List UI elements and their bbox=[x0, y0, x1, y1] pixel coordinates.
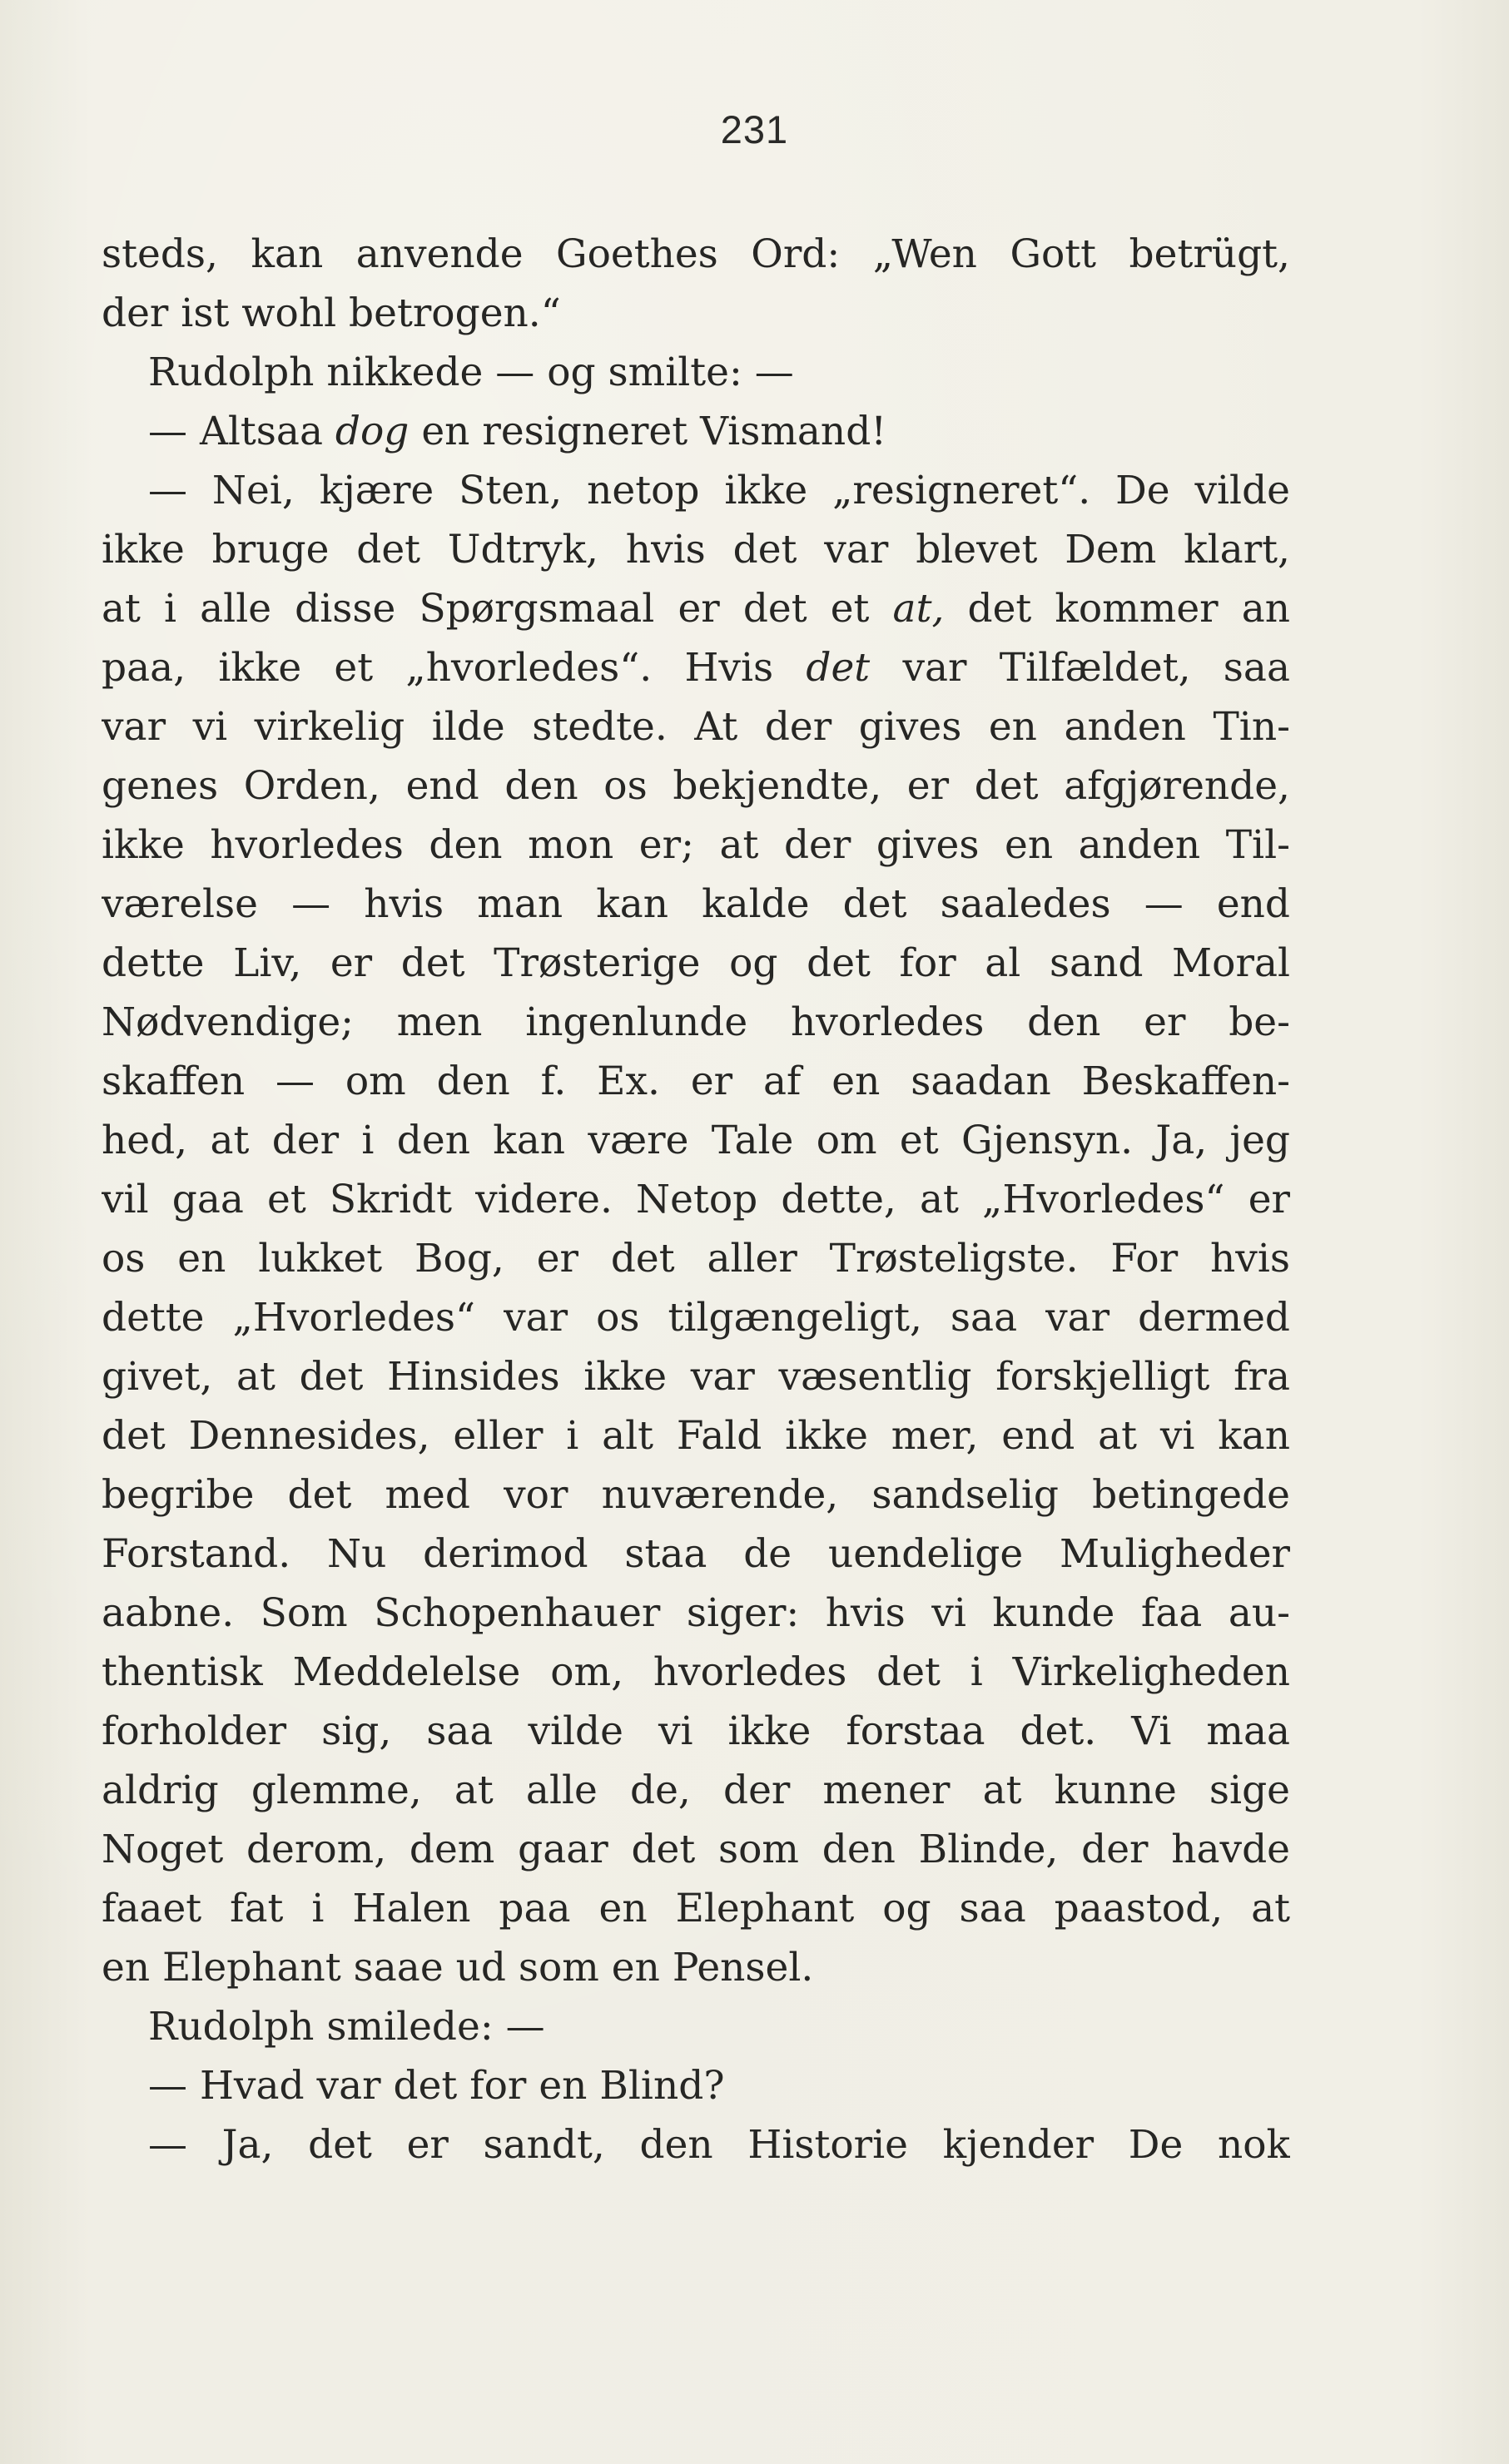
text-line bbox=[102, 579, 1290, 638]
text-line bbox=[102, 225, 1290, 284]
text-line bbox=[102, 934, 1290, 993]
text-run: der ist wohl betrogen.“ bbox=[102, 290, 561, 336]
text-run: givet, at det Hinsides ikke var væsentlig forskjelligt fra bbox=[102, 1354, 1290, 1400]
text-run: dette Liv, er det Trøsterige og det for al sand Moral bbox=[102, 940, 1290, 986]
text-run: — Altsaa bbox=[148, 409, 335, 454]
text-line bbox=[102, 1820, 1290, 1879]
text-run: en Elephant saae ud som en Pensel. bbox=[102, 1945, 814, 1991]
text-line bbox=[102, 461, 1290, 520]
text-run: steds, kan anvende Goethes Ord: „Wen Gott betrügt, bbox=[102, 231, 1290, 277]
text-run: forholder sig, saa vilde vi ikke forstaa det. Vi maa bbox=[102, 1708, 1290, 1754]
text-line bbox=[102, 520, 1290, 579]
text-line bbox=[102, 402, 1290, 461]
text-line bbox=[102, 1288, 1290, 1347]
text-run: en resigneret Vismand! bbox=[409, 409, 887, 454]
text-run: Forstand. Nu derimod staa de uendelige Muligheder bbox=[102, 1531, 1290, 1577]
text-line bbox=[102, 1465, 1290, 1525]
text-run: det kommer an bbox=[944, 586, 1290, 632]
text-line bbox=[102, 1879, 1290, 1938]
text-run: hed, at der i den kan være Tale om et Gjensyn. Ja, jeg bbox=[102, 1118, 1290, 1163]
text-line bbox=[102, 1525, 1290, 1584]
text-run: — Ja, det er sandt, den Historie kjender De nok bbox=[148, 2122, 1290, 2168]
text-run: begribe det med vor nuværende, sandselig betingede bbox=[102, 1472, 1290, 1518]
page-number: 231 bbox=[720, 107, 789, 151]
text-run: værelse — hvis man kan kalde det saaledes — end bbox=[102, 881, 1290, 927]
italic-text-run: det bbox=[806, 645, 871, 691]
text-run: aldrig glemme, at alle de, der mener at kunne sige bbox=[102, 1767, 1290, 1813]
text-run: aabne. Som Schopenhauer siger: hvis vi kunde faa au- bbox=[102, 1590, 1290, 1636]
text-line bbox=[102, 1584, 1290, 1643]
text-line bbox=[102, 1643, 1290, 1702]
text-line bbox=[102, 1170, 1290, 1229]
text-run: vil gaa et Skridt videre. Netop dette, at „Hvorledes“ er bbox=[102, 1177, 1290, 1222]
text-run: ikke hvorledes den mon er; at der gives en anden Til- bbox=[102, 822, 1290, 868]
text-line bbox=[102, 2115, 1290, 2174]
text-line bbox=[102, 1997, 1290, 2056]
text-line bbox=[102, 343, 1290, 402]
text-run: ikke bruge det Udtryk, hvis det var blevet Dem klart, bbox=[102, 527, 1290, 573]
text-line bbox=[102, 697, 1290, 756]
text-line bbox=[102, 993, 1290, 1052]
text-run: var Tilfældet, saa bbox=[870, 645, 1290, 691]
text-run: paa, ikke et „hvorledes“. Hvis bbox=[102, 645, 807, 691]
text-run: at i alle disse Spørgsmaal er det et bbox=[102, 586, 893, 632]
text-line bbox=[102, 284, 1290, 343]
text-line bbox=[102, 1229, 1290, 1288]
text-line bbox=[102, 1702, 1290, 1761]
text-run: dette „Hvorledes“ var os tilgængeligt, saa var dermed bbox=[102, 1295, 1290, 1341]
text-line bbox=[102, 816, 1290, 875]
text-run: genes Orden, end den os bekjendte, er det afgjørende, bbox=[102, 763, 1290, 809]
text-run: — Nei, kjære Sten, netop ikke „resigneret“. De vilde bbox=[148, 468, 1290, 513]
body-text bbox=[102, 225, 1290, 2174]
text-run: det Dennesides, eller i alt Fald ikke mer, end at vi kan bbox=[102, 1413, 1290, 1459]
text-line bbox=[102, 1111, 1290, 1170]
text-run: thentisk Meddelelse om, hvorledes det i Virkeligheden bbox=[102, 1649, 1290, 1695]
text-line bbox=[102, 2056, 1290, 2115]
text-run: Nødvendige; men ingenlunde hvorledes den er be- bbox=[102, 999, 1290, 1045]
italic-text-run: dog bbox=[335, 409, 410, 454]
text-line bbox=[102, 756, 1290, 816]
text-line bbox=[102, 1761, 1290, 1820]
text-run: skaffen — om den f. Ex. er af en saadan Beskaffen- bbox=[102, 1058, 1290, 1104]
italic-text-run: at, bbox=[892, 586, 945, 632]
text-line bbox=[102, 1406, 1290, 1465]
text-run: var vi virkelig ilde stedte. At der gives en anden Tin- bbox=[102, 704, 1290, 750]
text-line bbox=[102, 638, 1290, 697]
text-run: Rudolph nikkede — og smilte: — bbox=[148, 350, 794, 395]
text-run: — Hvad var det for en Blind? bbox=[148, 2063, 725, 2109]
text-line bbox=[102, 1347, 1290, 1406]
text-line bbox=[102, 875, 1290, 934]
text-run: Rudolph smilede: — bbox=[148, 2004, 545, 2050]
text-run: os en lukket Bog, er det aller Trøsteligste. For hvis bbox=[102, 1236, 1290, 1282]
text-line bbox=[102, 1938, 1290, 1997]
text-line bbox=[102, 1052, 1290, 1111]
text-run: Noget derom, dem gaar det som den Blinde, der havde bbox=[102, 1827, 1290, 1872]
text-run: faaet fat i Halen paa en Elephant og saa paastod, at bbox=[102, 1886, 1290, 1931]
